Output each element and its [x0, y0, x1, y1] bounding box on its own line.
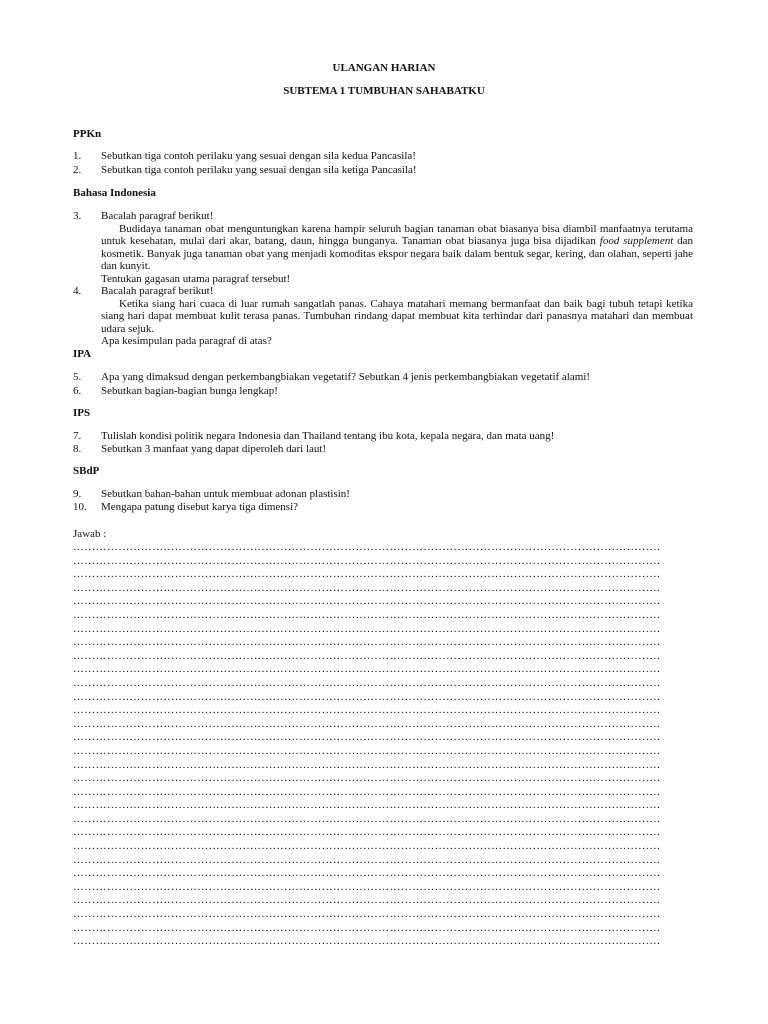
answer-line[interactable]: ………………………………………………………………………………………………………………………………………… — [73, 581, 661, 594]
question-text: Tulislah kondisi politik negara Indonesia dan Thailand tentang ibu kota, kepala negara, dan mata uang! — [101, 430, 555, 442]
section-heading-sbdp: SBdP — [73, 465, 100, 477]
question-1 — [73, 150, 693, 163]
answer-line[interactable]: ………………………………………………………………………………………………………………………………………… — [73, 608, 661, 621]
question-4 — [73, 285, 693, 348]
page-title: ULANGAN HARIAN — [332, 62, 436, 74]
question-number: 10. — [73, 501, 87, 513]
answer-line[interactable]: ………………………………………………………………………………………………………………………………………… — [73, 921, 661, 934]
question-number: 8. — [73, 443, 82, 455]
answer-line[interactable]: ………………………………………………………………………………………………………………………………………… — [73, 636, 661, 649]
answer-line[interactable]: ………………………………………………………………………………………………………………………………………… — [73, 690, 661, 703]
reading-paragraph: Budidaya tanaman obat menguntungkan karena hampir seluruh bagian tanaman obat biasanya bisa diambil manfaatnya terutama untuk kesehatan, mulai dari akar, batang, daun, hingga bunganya. Tanaman obat biasanya juga bisa dijadikan food supplement dan kosmetik. Banyak juga tanaman obat yang menjadi komoditas ekspor negara baik dalam bentuk segar, kering, dan olahan, seperti jahe dan kunyit. — [101, 222, 694, 273]
question-3 — [73, 210, 693, 286]
answer-line[interactable]: ………………………………………………………………………………………………………………………………………… — [73, 799, 661, 812]
question-task: Apa kesimpulan pada paragraf di atas? — [101, 335, 272, 348]
answer-line[interactable]: ………………………………………………………………………………………………………………………………………… — [73, 744, 661, 757]
answer-line[interactable]: ………………………………………………………………………………………………………………………………………… — [73, 676, 661, 689]
answer-line[interactable]: ………………………………………………………………………………………………………………………………………… — [73, 867, 661, 880]
question-task: Tentukan gagasan utama paragraf tersebut! — [101, 272, 291, 285]
answer-line[interactable]: ………………………………………………………………………………………………………………………………………… — [73, 717, 661, 730]
answer-line[interactable]: ………………………………………………………………………………………………………………………………………… — [73, 704, 661, 717]
question-text: Sebutkan bagian-bagian bunga lengkap! — [101, 385, 278, 397]
answer-line[interactable]: ………………………………………………………………………………………………………………………………………… — [73, 622, 661, 635]
answer-line[interactable]: ………………………………………………………………………………………………………………………………………… — [73, 826, 661, 839]
question-text: Sebutkan 3 manfaat yang dapat diperoleh dari laut! — [101, 443, 327, 455]
question-8 — [73, 443, 693, 456]
question-7 — [73, 430, 693, 443]
question-text: Sebutkan bahan-bahan untuk membuat adonan plastisin! — [101, 488, 350, 500]
question-number: 3. — [73, 210, 82, 222]
question-number: 4. — [73, 285, 82, 297]
section-heading-ips: IPS — [73, 407, 91, 419]
answer-line[interactable]: ………………………………………………………………………………………………………………………………………… — [73, 908, 661, 921]
answer-label: Jawab : — [73, 528, 107, 540]
answer-line[interactable]: ………………………………………………………………………………………………………………………………………… — [73, 541, 661, 553]
question-intro: Bacalah paragraf berikut! — [101, 285, 214, 297]
question-intro: Bacalah paragraf berikut! — [101, 210, 214, 222]
question-number: 2. — [73, 164, 82, 176]
question-6 — [73, 385, 693, 398]
answer-line[interactable]: ………………………………………………………………………………………………………………………………………… — [73, 663, 661, 676]
answer-line[interactable]: ………………………………………………………………………………………………………………………………………… — [73, 785, 661, 798]
question-number: 7. — [73, 430, 82, 442]
page-subtitle: SUBTEMA 1 TUMBUHAN SAHABATKU — [283, 85, 485, 97]
reading-paragraph: Ketika siang hari cuaca di luar rumah sangatlah panas. Cahaya matahari memang bermanfaat dan baik bagi tubuh tetapi ketika siang hari dapat membuat kulit terasa panas. Tumbuhan rindang dapat membuat kita terhindar dari panasnya matahari dan membuat udara sejuk. — [101, 297, 693, 335]
answer-line[interactable]: ………………………………………………………………………………………………………………………………………… — [73, 758, 661, 771]
answer-line[interactable]: ………………………………………………………………………………………………………………………………………… — [73, 568, 661, 581]
answer-line[interactable]: ………………………………………………………………………………………………………………………………………… — [73, 595, 661, 608]
question-text: Sebutkan tiga contoh perilaku yang sesuai dengan sila kedua Pancasila! — [101, 150, 416, 162]
section-heading-ipa: IPA — [73, 348, 92, 360]
question-2 — [73, 164, 693, 177]
question-text: Mengapa patung disebut karya tiga dimensi? — [101, 501, 299, 513]
answer-line[interactable]: ………………………………………………………………………………………………………………………………………… — [73, 649, 661, 662]
answer-line[interactable]: ………………………………………………………………………………………………………………………………………… — [73, 731, 661, 744]
question-9 — [73, 488, 693, 501]
question-5 — [73, 371, 693, 384]
answer-line[interactable]: ………………………………………………………………………………………………………………………………………… — [73, 772, 661, 785]
question-number: 1. — [73, 150, 82, 162]
answer-line[interactable]: ………………………………………………………………………………………………………………………………………… — [73, 812, 661, 825]
question-number: 9. — [73, 488, 82, 500]
question-number: 5. — [73, 371, 82, 383]
answer-line[interactable]: ………………………………………………………………………………………………………………………………………… — [73, 880, 661, 893]
section-heading-ppkn: PPKn — [73, 128, 102, 140]
answer-line[interactable]: ………………………………………………………………………………………………………………………………………… — [73, 840, 661, 853]
question-text: Sebutkan tiga contoh perilaku yang sesuai dengan sila ketiga Pancasila! — [101, 164, 417, 176]
question-text: Apa yang dimaksud dengan perkembangbiakan vegetatif? Sebutkan 4 jenis perkembangbiakan vegetatif alami! — [101, 371, 591, 383]
question-10 — [73, 501, 693, 514]
answer-line[interactable]: ………………………………………………………………………………………………………………………………………… — [73, 554, 661, 567]
answer-lines — [73, 541, 693, 949]
italic-term: food supplement — [599, 235, 674, 248]
answer-line[interactable]: ………………………………………………………………………………………………………………………………………… — [73, 894, 661, 907]
answer-line[interactable]: ………………………………………………………………………………………………………………………………………… — [73, 853, 661, 866]
question-number: 6. — [73, 385, 82, 397]
section-heading-bahasa: Bahasa Indonesia — [73, 187, 156, 199]
answer-line[interactable]: ………………………………………………………………………………………………………………………………………… — [73, 935, 661, 948]
